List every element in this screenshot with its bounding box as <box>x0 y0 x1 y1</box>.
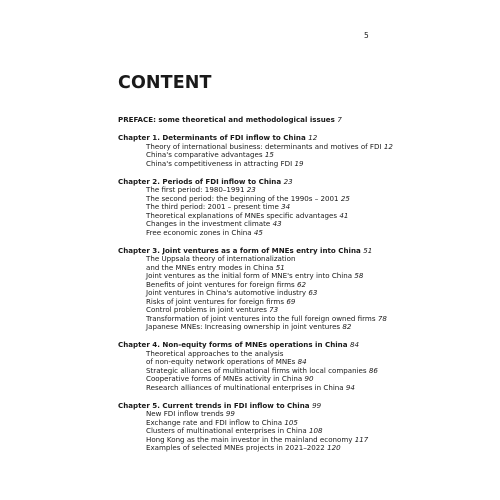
section-page-number: 58 <box>354 271 364 280</box>
section-page-number: 94 <box>345 382 355 392</box>
section-title: Free economic zones in China <box>146 227 252 237</box>
section-page-number: 120 <box>327 443 341 452</box>
section-title: Joint ventures as the initial form of MNE's entry into China <box>146 271 353 280</box>
section-title: The third period: 2001 – present time <box>146 202 279 211</box>
section-page-number: 15 <box>264 150 274 159</box>
section-title: Changes in the investment climate <box>146 219 271 228</box>
section-page-number: 63 <box>308 288 318 297</box>
section-page-number: 99 <box>225 409 235 418</box>
section-page-number: 23 <box>246 185 256 194</box>
section-title: Japanese MNEs: Increasing ownership in joint ventures <box>146 322 341 331</box>
section-title: Theoretical explanations of MNEs specific advantages <box>146 210 338 220</box>
chapter-title-text: Chapter 2. Periods of FDI inflow to China <box>118 176 282 186</box>
section-page-number: 34 <box>281 202 291 211</box>
section-page-number: 86 <box>368 365 378 375</box>
preface-page: 7 <box>337 115 342 124</box>
chapter-title-text: Chapter 3. Joint ventures as a form of MNEs entry into China <box>118 245 361 255</box>
table-of-contents <box>118 116 488 462</box>
toc-section <box>118 384 488 393</box>
section-page-number: 19 <box>294 158 304 168</box>
section-page-number: 41 <box>339 210 349 220</box>
toc-chapter-2 <box>118 178 488 238</box>
toc-chapter-5 <box>118 402 488 453</box>
section-title: Joint ventures in China's automotive industry <box>146 288 307 297</box>
chapter-title-text: Chapter 1. Determinants of FDI inflow to China <box>118 133 306 142</box>
chapter-page-number: 12 <box>308 133 318 142</box>
section-page-number: 108 <box>308 426 323 435</box>
toc-chapter-1 <box>118 134 488 168</box>
chapter-page-number: 99 <box>312 400 322 410</box>
section-title: The first period: 1980–1991 <box>146 185 245 194</box>
toc-chapter-3 <box>118 247 488 332</box>
section-title: Strategic alliances of multinational firms with local companies <box>146 365 367 375</box>
chapter-page-number: 51 <box>363 245 373 255</box>
section-title: Research alliances of multinational enterprises in China <box>146 382 344 392</box>
section-title: Control problems in joint ventures <box>146 305 267 314</box>
section-title: Benefits of joint ventures for foreign firms <box>146 279 295 289</box>
section-title: Transformation of joint ventures into the full foreign owned firms <box>146 313 376 323</box>
chapter-title-text: Chapter 5. Current trends in FDI inflow to China <box>118 400 310 410</box>
chapter-page-number: 84 <box>350 340 360 349</box>
section-title: Theoretical approaches to the analysis <box>146 348 284 358</box>
preface-text: PREFACE: some theoretical and methodological issues <box>118 115 335 124</box>
section-page-number: 73 <box>269 305 279 314</box>
section-title: China's competitiveness in attracting FDI <box>146 158 293 168</box>
section-title: Theory of international business: determinants and motives of FDI <box>146 141 382 151</box>
toc-chapter-4 <box>118 341 488 392</box>
section-page-number: 62 <box>296 279 306 289</box>
section-page-number: 12 <box>383 141 393 151</box>
page-title: CONTENT <box>118 73 212 93</box>
section-title: Hong Kong as the main investor in the mainland economy <box>146 434 353 444</box>
section-title: The second period: the beginning of the 1990s – 2001 <box>146 193 339 203</box>
section-page-number: 82 <box>342 322 352 331</box>
toc-section <box>118 323 488 332</box>
page-number: 5 <box>364 31 369 40</box>
chapter-page-number: 23 <box>283 176 293 186</box>
section-title: Cooperative forms of MNEs activity in China <box>146 374 303 383</box>
toc-preface <box>118 116 488 125</box>
section-page-number: 117 <box>354 434 369 444</box>
chapter-list <box>118 134 488 453</box>
section-title: of non-equity network operations of MNEs <box>146 357 296 366</box>
section-title: Examples of selected MNEs projects in 2021–2022 <box>146 443 325 452</box>
chapter-title-text: Chapter 4. Non-equity forms of MNEs operations in China <box>118 340 348 349</box>
section-title: and the MNEs entry modes in China <box>146 262 274 272</box>
section-page-number: 78 <box>377 313 387 323</box>
section-title: Risks of joint ventures for foreign firms <box>146 296 285 306</box>
section-page-number: 25 <box>340 193 350 203</box>
section-page-number: 43 <box>272 219 282 228</box>
section-title: Clusters of multinational enterprises in China <box>146 426 307 435</box>
section-page-number: 84 <box>297 357 307 366</box>
section-title: China's comparative advantages <box>146 150 263 159</box>
section-page-number: 51 <box>275 262 285 272</box>
section-page-number: 105 <box>284 417 298 427</box>
toc-section <box>118 160 488 169</box>
section-title: Exchange rate and FDI inflow to China <box>146 417 283 427</box>
section-page-number: 69 <box>286 296 296 306</box>
section-title: The Uppsala theory of internationalization <box>146 254 296 263</box>
section-page-number: 90 <box>304 374 314 383</box>
section-title: New FDI inflow trends <box>146 409 224 418</box>
toc-section <box>118 229 488 238</box>
toc-section <box>118 444 488 453</box>
section-page-number: 45 <box>253 227 263 237</box>
